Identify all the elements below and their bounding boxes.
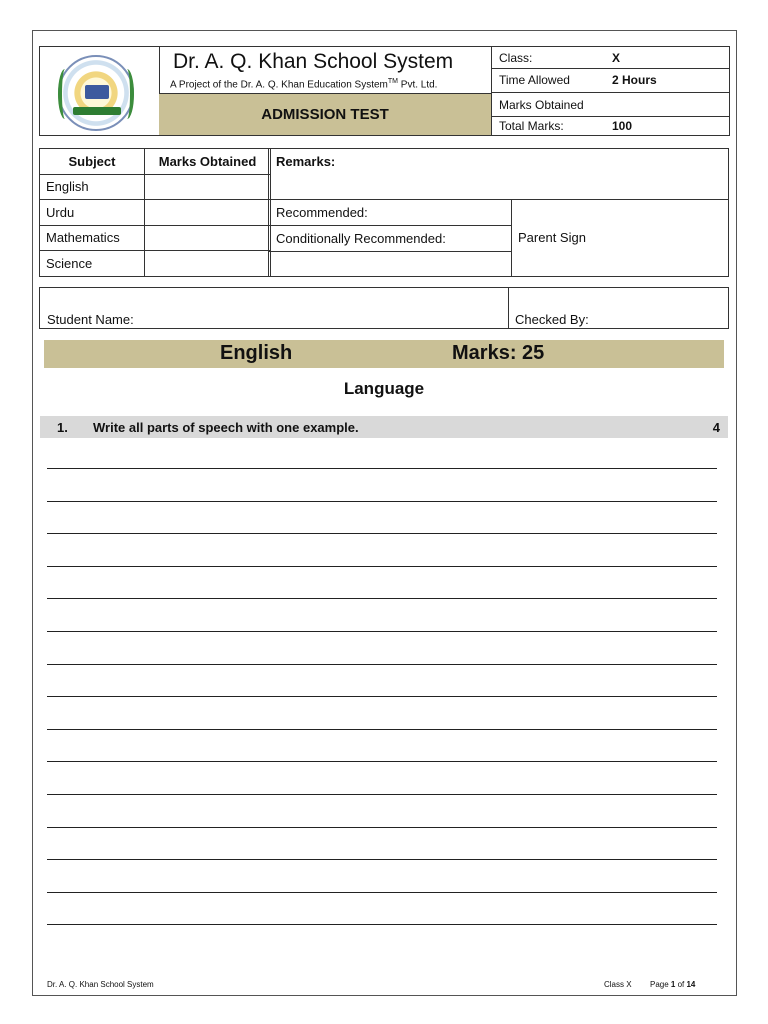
subtitle-end: Pvt. Ltd. (398, 79, 438, 91)
table-row (40, 200, 271, 226)
page-number: 1 (670, 980, 676, 989)
info-row-marks-obtained (492, 93, 730, 117)
subject-cell: Science (40, 251, 145, 277)
info-value: 2 Hours (612, 73, 657, 87)
subject-cell: English (40, 174, 145, 200)
answer-line[interactable] (47, 794, 717, 795)
answer-line[interactable] (47, 566, 717, 567)
column-header-subject: Subject (40, 149, 145, 175)
trademark: TM (387, 78, 398, 85)
subjects-table (39, 148, 271, 277)
laurel-left-icon (58, 69, 72, 119)
marks-cell[interactable] (145, 174, 271, 200)
footer-page (650, 980, 695, 989)
page-prefix: Page (650, 980, 671, 989)
page-of: of (675, 980, 687, 989)
remarks-field[interactable] (268, 148, 729, 200)
answer-line[interactable] (47, 729, 717, 730)
subtitle-main: A Project of the Dr. A. Q. Khan Education System (170, 79, 388, 91)
subjects-section (39, 148, 729, 278)
question-bar (40, 416, 728, 438)
table-row (40, 174, 271, 200)
document-header (39, 46, 730, 136)
student-info-row (39, 287, 729, 329)
section-heading: Language (343, 379, 425, 398)
answer-line[interactable] (47, 924, 717, 925)
student-name-label[interactable]: Student Name: (47, 312, 134, 327)
footer-school: Dr. A. Q. Khan School System (47, 980, 154, 989)
question-text: Write all parts of speech with one example. (93, 420, 359, 435)
marks-cell[interactable] (145, 225, 271, 251)
parent-sign-field[interactable] (511, 199, 729, 277)
column-header-marks: Marks Obtained (145, 149, 271, 175)
laurel-right-icon (120, 69, 134, 119)
divider (508, 288, 509, 328)
info-key: Marks Obtained (499, 98, 584, 112)
question-marks: 4 (712, 420, 720, 435)
ribbon-icon (73, 107, 121, 115)
answer-line[interactable] (47, 761, 717, 762)
answer-line[interactable] (47, 533, 717, 534)
answer-line[interactable] (47, 859, 717, 860)
info-key: Class: (499, 51, 533, 65)
conditional-row[interactable] (269, 226, 512, 252)
subject-cell: Mathematics (40, 225, 145, 251)
answer-line[interactable] (47, 501, 717, 502)
answer-line[interactable] (47, 664, 717, 665)
answer-line[interactable] (47, 468, 717, 469)
info-row-total-marks (492, 117, 730, 135)
test-title: ADMISSION TEST (159, 93, 491, 135)
answer-line[interactable] (47, 598, 717, 599)
section-subject: English (220, 342, 293, 364)
recommended-row[interactable] (269, 200, 512, 226)
section-header (44, 340, 724, 368)
book-icon (85, 85, 109, 99)
title-cell (159, 47, 491, 93)
checked-by-label[interactable]: Checked By: (515, 312, 589, 327)
answer-line[interactable] (47, 696, 717, 697)
marks-cell[interactable] (145, 200, 271, 226)
answer-line[interactable] (47, 892, 717, 893)
parent-sign-label: Parent Sign (518, 230, 586, 245)
answer-line[interactable] (47, 631, 717, 632)
marks-cell[interactable] (145, 251, 271, 277)
school-logo (58, 55, 134, 131)
info-row-class (492, 47, 730, 69)
info-panel (491, 47, 730, 135)
info-row-time (492, 69, 730, 93)
subject-cell: Urdu (40, 200, 145, 226)
conditional-label: Conditionally Recommended: (276, 231, 446, 246)
school-subtitle (170, 78, 437, 90)
section-marks: Marks: 25 (452, 342, 545, 364)
recommendation-box (268, 199, 511, 277)
school-name: Dr. A. Q. Khan School System (173, 50, 454, 73)
question-number: 1. (57, 420, 68, 435)
recommended-label: Recommended: (276, 205, 368, 220)
table-row (40, 251, 271, 277)
info-key: Total Marks: (499, 119, 564, 133)
info-value: X (612, 51, 621, 65)
logo-cell (40, 47, 160, 135)
table-header-row (40, 149, 271, 175)
answer-line[interactable] (47, 827, 717, 828)
page-total: 14 (686, 980, 696, 989)
remarks-label: Remarks: (276, 154, 336, 169)
table-row (40, 225, 271, 251)
info-value: 100 (612, 119, 633, 133)
info-key: Time Allowed (499, 73, 570, 87)
footer-class: Class X (604, 980, 632, 989)
